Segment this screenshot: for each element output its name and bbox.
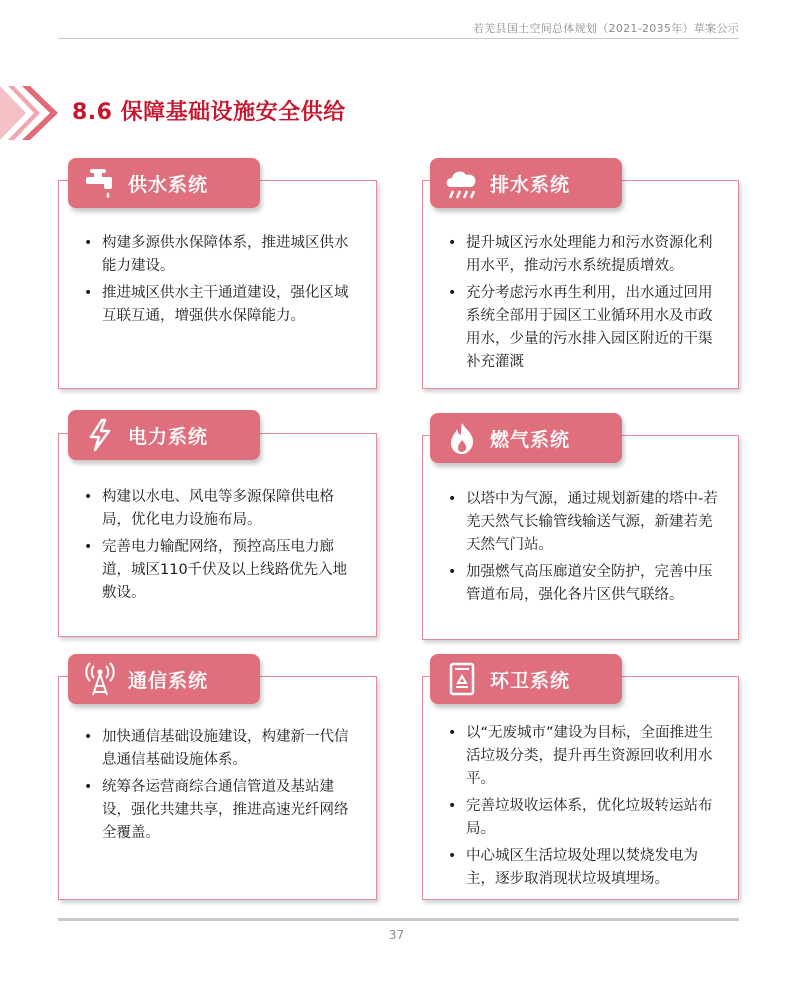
list-item: • 推进城区供水主干通道建设，强化区域互联互通，增强供水保障能力。 [80, 282, 358, 328]
list-item: • 以塔中为气源，通过规划新建的塔中-若羌天然气长输管线输送气源，新建若羌天然气门站。 [444, 488, 724, 557]
list-item: • 充分考虑污水再生利用，出水通过回用系统全部用于园区工业循环用水及市政用水，少量的污水排入园区附近的干渠补充灌溉 [444, 282, 724, 374]
title-arrow-icon [0, 86, 70, 140]
header-divider [58, 38, 739, 39]
tab-drainage [430, 158, 622, 208]
list-item: • 中心城区生活垃圾处理以焚烧发电为主，逐步取消现状垃圾填埋场。 [444, 845, 724, 891]
list-item: • 加快通信基础设施建设，构建新一代信息通信基础设施体系。 [80, 726, 358, 772]
bullet-list-gas [444, 488, 724, 611]
tab-label: 环卫系统 [490, 669, 571, 692]
bullet-list-sanitation [444, 722, 724, 895]
list-item: • 加强燃气高压廊道安全防护，完善中压管道布局，强化各片区供气联络。 [444, 561, 724, 607]
lightning-icon [80, 415, 120, 455]
list-item: • 构建多源供水保障体系，推进城区供水能力建设。 [80, 232, 358, 278]
water-tap-icon [80, 163, 120, 203]
flame-icon [442, 418, 482, 458]
list-item: • 统筹各运营商综合通信管道及基站建设，强化共建共享，推进高速光纤网络全覆盖。 [80, 776, 358, 845]
bullet-list-water-supply [80, 232, 358, 332]
list-item: • 完善电力输配网络，预控高压电力廊道，城区110千伏及以上线路优先入地敷设。 [80, 536, 358, 605]
bullet-list-drainage [444, 232, 724, 378]
tab-power [68, 410, 260, 460]
list-item: • 完善垃圾收运体系，优化垃圾转运站布局。 [444, 795, 724, 841]
recycle-bin-icon [442, 659, 482, 699]
tab-label: 燃气系统 [490, 428, 571, 451]
rain-cloud-icon [442, 163, 482, 203]
tab-label: 排水系统 [490, 173, 571, 196]
tab-water-supply [68, 158, 260, 208]
tab-label: 电力系统 [128, 425, 209, 448]
tab-gas [430, 413, 622, 463]
document-header-title: 若羌县国土空间总体规划（2021-2035年）草案公示 [472, 22, 739, 35]
tab-label: 通信系统 [128, 669, 209, 692]
list-item: • 提升城区污水处理能力和污水资源化利用水平，推动污水系统提质增效。 [444, 232, 724, 278]
tab-communication [68, 654, 260, 704]
list-item: • 构建以水电、风电等多源保障供电格局，优化电力设施布局。 [80, 486, 358, 532]
bullet-list-communication [80, 726, 358, 849]
bullet-list-power [80, 486, 358, 609]
tab-sanitation [430, 654, 622, 704]
section-title: 8.6 保障基础设施安全供给 [72, 100, 346, 125]
tab-label: 供水系统 [128, 173, 209, 196]
footer-divider [58, 918, 739, 921]
signal-tower-icon [80, 659, 120, 699]
page-number: 37 [388, 928, 405, 942]
list-item: • 以“无废城市”建设为目标，全面推进生活垃圾分类，提升再生资源回收利用水平。 [444, 722, 724, 791]
